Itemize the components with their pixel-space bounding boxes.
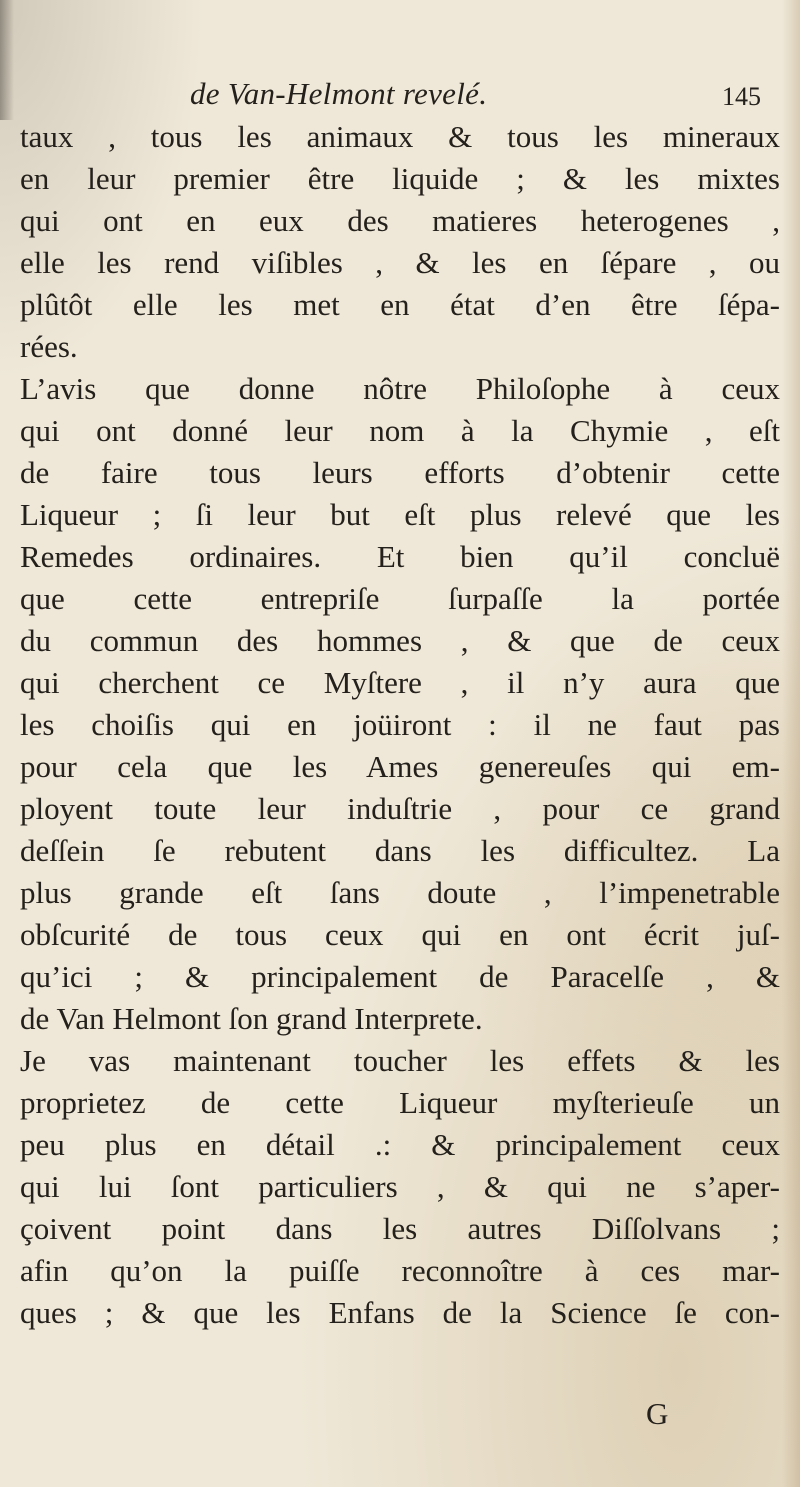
- text-line: L’avis que donne nôtre Philoſophe à ceux: [20, 371, 780, 406]
- catchword-signature: G: [646, 1396, 669, 1431]
- text-line: rées.: [20, 329, 78, 364]
- text-line: qu’ici ; & principalement de Paracelſe , &: [20, 959, 780, 994]
- text-line: qui ont donné leur nom à la Chymie , eſt: [20, 413, 780, 448]
- text-line: que cette entrepriſe ſurpaſſe la portée: [20, 581, 780, 616]
- text-line: elle les rend viſibles , & les en ſépare , ou: [20, 245, 780, 280]
- text-line: qui ont en eux des matieres heterogenes ,: [20, 203, 780, 238]
- text-line: Liqueur ; ſi leur but eſt plus relevé que les: [20, 497, 780, 532]
- text-line: ques ; & que les Enfans de la Science ſe con-: [20, 1295, 780, 1330]
- text-line: de faire tous leurs efforts d’obtenir cette: [20, 455, 780, 490]
- text-line: plus grande eſt ſans doute , l’impenetrable: [20, 875, 780, 910]
- text-line: deſſein ſe rebutent dans les difficultez. La: [20, 833, 780, 868]
- text-line: pour cela que les Ames genereuſes qui em-: [20, 749, 780, 784]
- text-line: peu plus en détail .: & principalement ceux: [20, 1127, 780, 1162]
- text-line: obſcurité de tous ceux qui en ont écrit juſ-: [20, 917, 780, 952]
- running-head-title: de Van-Helmont revelé.: [190, 76, 488, 111]
- text-line: afin qu’on la puiſſe reconnoître à ces mar-: [20, 1253, 780, 1288]
- text-line: qui cherchent ce Myſtere , il n’y aura que: [20, 665, 780, 700]
- text-line: ployent toute leur induſtrie , pour ce grand: [20, 791, 780, 826]
- text-line: qui lui ſont particuliers , & qui ne s’aper-: [20, 1169, 780, 1204]
- text-line: taux , tous les animaux & tous les mineraux: [20, 119, 780, 154]
- text-line: çoivent point dans les autres Diſſolvans ;: [20, 1211, 780, 1246]
- text-line: du commun des hommes , & que de ceux: [20, 623, 780, 658]
- page-number: 145: [722, 82, 761, 111]
- text-line: proprietez de cette Liqueur myſterieuſe un: [20, 1085, 780, 1120]
- text-line: Remedes ordinaires. Et bien qu’il concluë: [20, 539, 780, 574]
- text-line: plûtôt elle les met en état d’en être ſépa-: [20, 287, 780, 322]
- text-line: de Van Helmont ſon grand Interprete.: [20, 1001, 483, 1036]
- text-line: Je vas maintenant toucher les effets & les: [20, 1043, 780, 1078]
- text-line: en leur premier être liquide ; & les mixtes: [20, 161, 780, 196]
- text-line: les choiſis qui en joüiront : il ne faut pas: [20, 707, 780, 742]
